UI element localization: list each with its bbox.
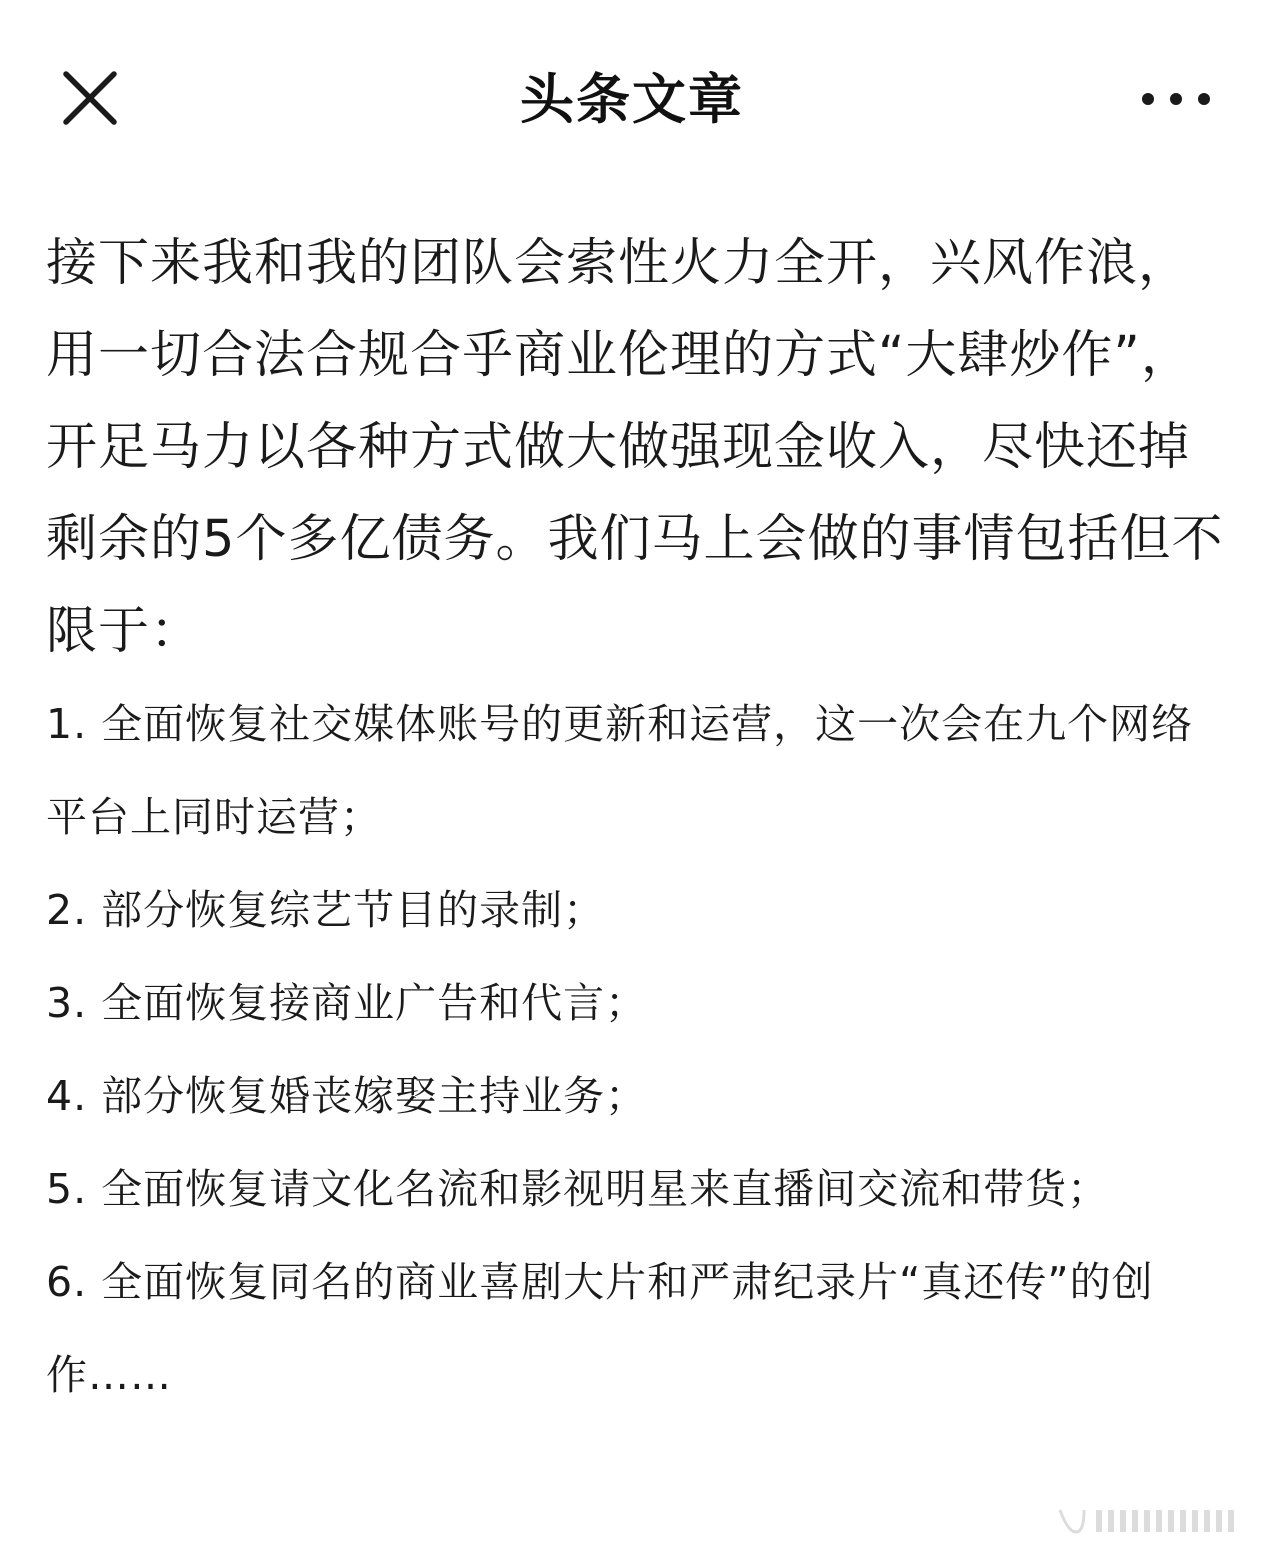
- list-item: 2. 部分恢复综艺节目的录制；: [46, 886, 606, 934]
- list-item: 5. 全面恢复请文化名流和影视明星来直播间交流和带货；: [46, 1165, 1110, 1213]
- page-title: 头条文章: [520, 68, 744, 131]
- watermark-icon: [1054, 1506, 1250, 1536]
- list-item: 4. 部分恢复婚丧嫁娶主持业务；: [46, 1072, 648, 1120]
- article-intro: 接下来我和我的团队会索性火力全开，兴风作浪，用一切合法合规合乎商业伦理的方式“大肆炒作”，开足马力以各种方式做大做强现金收入，尽快还掉剩余的5个多亿债务。我们马上会做的事情包括但不限于：: [46, 234, 1224, 661]
- list-item: 1. 全面恢复社交媒体账号的更新和运营，这一次会在九个网络平台上同时运营；: [46, 700, 1194, 841]
- list-item: 3. 全面恢复接商业广告和代言；: [46, 979, 648, 1027]
- list-item: 6. 全面恢复同名的商业喜剧大片和严肃纪录片“真还传”的创作……: [46, 1258, 1154, 1399]
- top-bar: [0, 0, 1264, 190]
- more-dots-icon: [1136, 84, 1216, 114]
- more-button[interactable]: [1136, 84, 1216, 114]
- watermark-logo: [1054, 1506, 1250, 1536]
- article-list: [46, 678, 1226, 1422]
- article-body: [46, 218, 1226, 1422]
